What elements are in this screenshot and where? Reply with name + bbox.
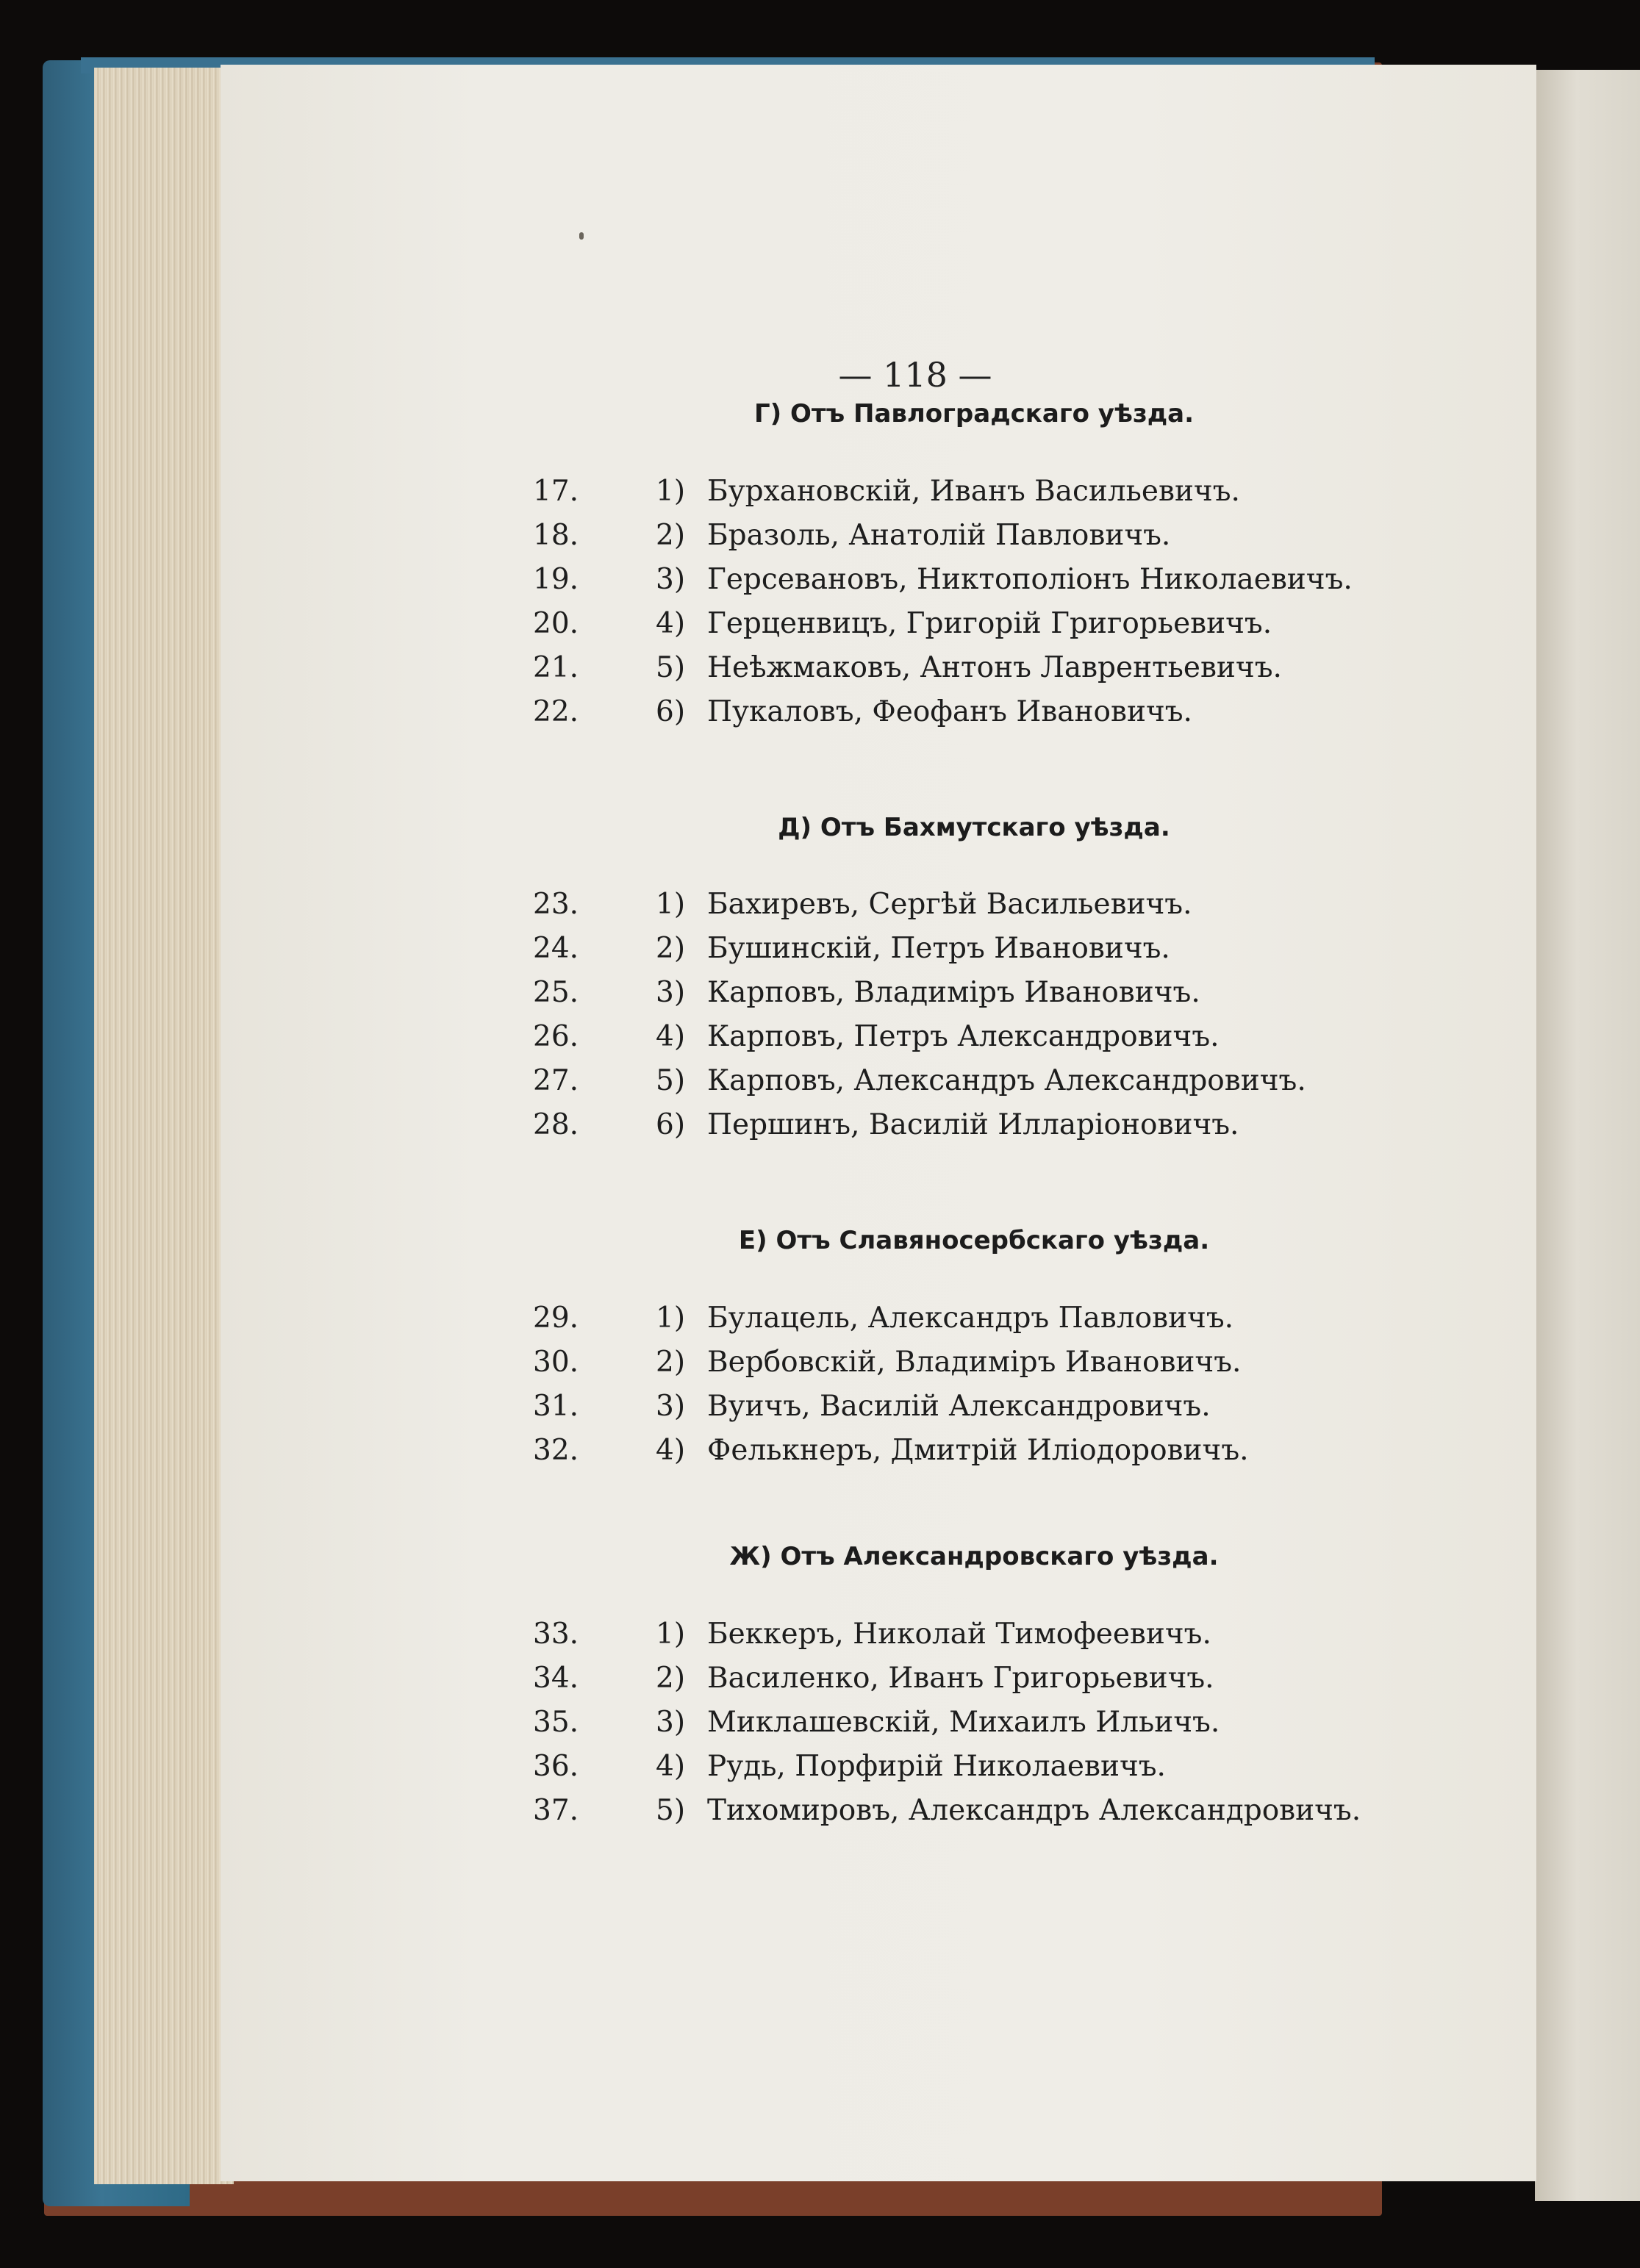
section-heading: Д) Отъ Бахмутскаго уѣзда. xyxy=(778,813,1170,842)
entry-number: 26. xyxy=(533,1020,579,1053)
entry-number: 37. xyxy=(533,1794,579,1827)
entry-subnumber: 1) xyxy=(656,888,686,921)
entry-subnumber: 2) xyxy=(656,1346,686,1379)
entry-subnumber: 5) xyxy=(656,1064,686,1097)
entry-number: 30. xyxy=(533,1346,579,1379)
entry-name: Першинъ, Василій Илларіоновичъ. xyxy=(707,1108,1239,1141)
entry-subnumber: 2) xyxy=(656,1662,686,1695)
entry-subnumber: 3) xyxy=(656,976,686,1009)
entry-number: 25. xyxy=(533,976,579,1009)
entry-number: 20. xyxy=(533,607,579,640)
entry-name: Фелькнеръ, Дмитрій Иліодоровичъ. xyxy=(707,1434,1249,1467)
entry-name: Вуичъ, Василій Александровичъ. xyxy=(707,1390,1211,1423)
entry-number: 29. xyxy=(533,1302,579,1335)
entry-number: 23. xyxy=(533,888,579,921)
entry-subnumber: 3) xyxy=(656,563,686,596)
entry-name: Рудь, Порфирій Николаевичъ. xyxy=(707,1750,1166,1783)
next-page-edge xyxy=(1535,70,1640,2201)
entry-subnumber: 3) xyxy=(656,1706,686,1739)
section-heading: Ж) Отъ Александровскаго уѣзда. xyxy=(729,1542,1219,1571)
entry-name: Бразоль, Анатолій Павловичъ. xyxy=(707,519,1171,552)
entry-number: 19. xyxy=(533,563,579,596)
entry-name: Герценвицъ, Григорій Григорьевичъ. xyxy=(707,607,1272,640)
entry-subnumber: 3) xyxy=(656,1390,686,1423)
entry-number: 22. xyxy=(533,695,579,728)
book-page xyxy=(221,65,1536,2181)
page-content xyxy=(221,65,1536,2181)
entry-name: Бахиревъ, Сергѣй Васильевичъ. xyxy=(707,888,1192,921)
entry-name: Неѣжмаковъ, Антонъ Лаврентьевичъ. xyxy=(707,651,1282,684)
entry-number: 18. xyxy=(533,519,579,552)
entry-name: Герсевановъ, Никтополіонъ Николаевичъ. xyxy=(707,563,1353,596)
entry-name: Василенко, Иванъ Григорьевичъ. xyxy=(707,1662,1214,1695)
entry-subnumber: 2) xyxy=(656,932,686,965)
entry-subnumber: 4) xyxy=(656,1750,686,1783)
entry-number: 34. xyxy=(533,1662,579,1695)
entry-subnumber: 5) xyxy=(656,1794,686,1827)
entry-subnumber: 1) xyxy=(656,475,686,508)
page-number: — 118 — xyxy=(838,355,992,395)
entry-name: Тихомировъ, Александръ Александровичъ. xyxy=(707,1794,1361,1827)
entry-number: 33. xyxy=(533,1618,579,1651)
section-heading: Е) Отъ Славяносербскаго уѣзда. xyxy=(738,1226,1210,1255)
entry-subnumber: 2) xyxy=(656,519,686,552)
entry-number: 28. xyxy=(533,1108,579,1141)
entry-name: Карповъ, Александръ Александровичъ. xyxy=(707,1064,1306,1097)
entry-name: Пукаловъ, Феофанъ Ивановичъ. xyxy=(707,695,1192,728)
entry-number: 36. xyxy=(533,1750,579,1783)
entry-subnumber: 1) xyxy=(656,1302,686,1335)
entry-number: 17. xyxy=(533,475,579,508)
entry-name: Бушинскій, Петръ Ивановичъ. xyxy=(707,932,1170,965)
entry-name: Булацель, Александръ Павловичъ. xyxy=(707,1302,1234,1335)
entry-subnumber: 6) xyxy=(656,695,686,728)
entry-subnumber: 4) xyxy=(656,1434,686,1467)
entry-name: Бурхановскій, Иванъ Васильевичъ. xyxy=(707,475,1240,508)
entry-subnumber: 4) xyxy=(656,607,686,640)
entry-name: Миклашевскій, Михаилъ Ильичъ. xyxy=(707,1706,1220,1739)
entry-name: Беккеръ, Николай Тимофеевичъ. xyxy=(707,1618,1211,1651)
entry-subnumber: 1) xyxy=(656,1618,686,1651)
entry-number: 32. xyxy=(533,1434,579,1467)
entry-subnumber: 6) xyxy=(656,1108,686,1141)
entry-name: Карповъ, Петръ Александровичъ. xyxy=(707,1020,1220,1053)
entry-number: 27. xyxy=(533,1064,579,1097)
section-heading: Г) Отъ Павлоградскаго уѣзда. xyxy=(753,399,1195,428)
entry-subnumber: 5) xyxy=(656,651,686,684)
entry-number: 31. xyxy=(533,1390,579,1423)
entry-number: 35. xyxy=(533,1706,579,1739)
entry-subnumber: 4) xyxy=(656,1020,686,1053)
page-edges xyxy=(94,68,234,2184)
entry-name: Карповъ, Владиміръ Ивановичъ. xyxy=(707,976,1200,1009)
entry-number: 24. xyxy=(533,932,579,965)
entry-name: Вербовскій, Владиміръ Ивановичъ. xyxy=(707,1346,1242,1379)
entry-number: 21. xyxy=(533,651,579,684)
